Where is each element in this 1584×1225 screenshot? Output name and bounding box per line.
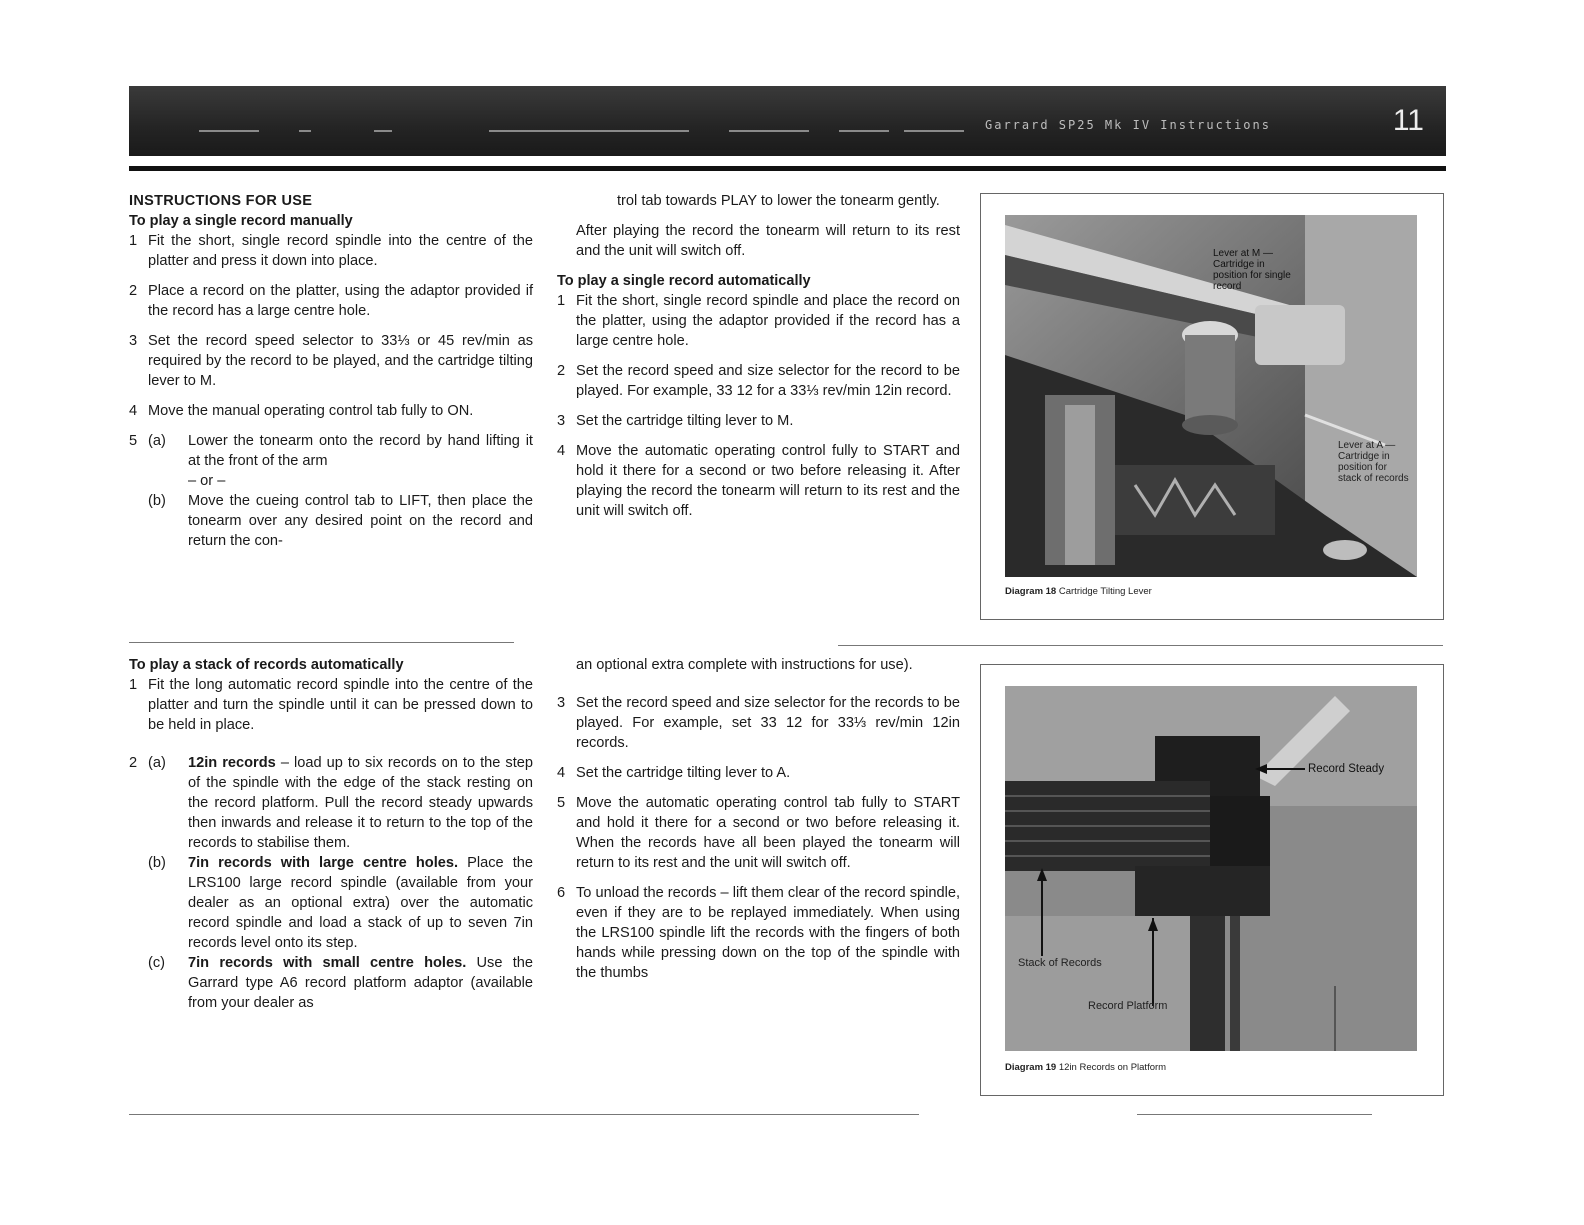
step-item: 1 Fit the short, single record spindle into the centre of the platter and press it down into place. — [129, 233, 533, 269]
callout-lever-a: Lever at A — Cartridge in position for stack of records — [1338, 440, 1409, 484]
subsection-heading: To play a single record manually — [129, 213, 353, 229]
page-number: 11 — [1392, 104, 1424, 137]
figure-caption: Diagram 18 Cartridge Tilting Lever — [1005, 586, 1152, 597]
sub-step: (a) Lower the tonearm onto the record by hand lifting it at the front of the arm — [148, 433, 533, 469]
step-item: 6 To unload the records – lift them clear of the record spindle, even if they are to be replayed immediately. When using the LRS100 spindle lift the records with the fingers of both hands while pressing down on the top of the spindle with the thumbs — [557, 885, 960, 981]
sub-step: (b) Move the cueing control tab to LIFT, then place the tonearm over any desired point on the record and return the con- — [148, 493, 533, 549]
divider — [129, 1114, 919, 1115]
column-1-top — [129, 191, 533, 551]
step-item: 1 Fit the short, single record spindle and place the record on the platter, using the adaptor provided if the record has a large centre hole. — [557, 293, 960, 349]
step-item: 2 (a) 12in records – load up to six records on to the step of the spindle with the edge of the stack resting on the record platform. Pull the record steady upwards then inwards and release it to return to the top of the records to stabilise them. (b) 7in records with large centre holes. Place the LRS100 large record spindle (available from your dealer as an optional extra) over the automatic record spindle and load a stack of up to seven 7in records level onto its step. (c) 7in records with small centre holes. Use the Garrard type A6 record platform adaptor (available from your dealer as — [129, 755, 533, 1011]
or-separator: – or – — [188, 473, 226, 489]
step-item: 3 Set the cartridge tilting lever to M. — [557, 413, 794, 429]
section-heading: INSTRUCTIONS FOR USE — [129, 193, 313, 209]
header-dash — [489, 130, 689, 132]
header-dash — [904, 130, 964, 132]
step-item: 2 Set the record speed and size selector for the record to be played. For example, 33 12 for a 33⅓ rev/min 12in record. — [557, 363, 960, 399]
header-dash — [374, 130, 392, 132]
subsection-heading: To play a single record automatically — [557, 273, 811, 289]
header-dash — [729, 130, 809, 132]
running-title: Garrard SP25 Mk IV Instructions — [985, 118, 1271, 132]
column-1-bottom — [129, 655, 533, 1013]
continuation-text: an optional extra complete with instructions for use). — [576, 657, 913, 673]
sub-step: (b) 7in records with large centre holes. Place the LRS100 large record spindle (available from your dealer as an optional extra) over the automatic record spindle and load a stack of up to seven 7in records level onto its step. — [148, 855, 533, 951]
step-item: 4 Set the cartridge tilting lever to A. — [557, 765, 791, 781]
column-2-top — [557, 191, 960, 521]
sub-step: (a) 12in records – load up to six records on to the step of the spindle with the edge of the stack resting on the record platform. Pull the record steady upwards then inwards and release it to return to the top of the records to stabilise them. — [148, 755, 533, 851]
photo-records-platform — [1005, 686, 1417, 1051]
step-item: 5 (a) Lower the tonearm onto the record by hand lifting it at the front of the arm – or – (b) Move the cueing control tab to LIFT, then place the tonearm over any desired point on the record and return the con- — [129, 433, 533, 549]
step-item: 3 Set the record speed and size selector for the records to be played. For example, set 33 12 for 33⅓ rev/min 12in records. — [557, 695, 960, 751]
step-item: 4 Move the manual operating control tab fully to ON. — [129, 403, 474, 419]
step-item: 1 Fit the long automatic record spindle into the centre of the platter and turn the spindle until it can be pressed down to be held in place. — [129, 677, 533, 733]
step-item: 2 Place a record on the platter, using the adaptor provided if the record has a large centre hole. — [129, 283, 533, 319]
header-rule — [129, 166, 1446, 171]
header-dash — [299, 130, 311, 132]
sub-step: (c) 7in records with small centre holes. Use the Garrard type A6 record platform adaptor (available from your dealer as — [148, 955, 533, 1011]
callout-stack-of-records: Stack of Records — [1018, 957, 1102, 969]
subsection-heading: To play a stack of records automatically — [129, 657, 404, 673]
divider — [129, 642, 514, 643]
callout-lever-m: Lever at M — Cartridge in position for single record — [1213, 248, 1291, 292]
header-dash — [199, 130, 259, 132]
step-item: 3 Set the record speed selector to 33⅓ or 45 rev/min as required by the record to be played, and the cartridge tilting lever to M. — [129, 333, 533, 389]
divider — [1137, 1114, 1372, 1115]
header-dash — [839, 130, 889, 132]
figure-caption: Diagram 19 12in Records on Platform — [1005, 1062, 1167, 1073]
step-item: 4 Move the automatic operating control fully to START and hold it there for a second or two before releasing it. After playing the record the tonearm will return to its rest and the unit will switch off. — [557, 443, 960, 519]
paragraph: After playing the record the tonearm will return to its rest and the unit will switch off. — [576, 223, 960, 259]
divider — [838, 645, 1443, 646]
column-2-bottom — [557, 655, 960, 983]
step-item: 5 Move the automatic operating control tab fully to START and hold it there for a second or two before releasing it. When the records have all been played the tonearm will return to its rest and the unit will switch off. — [557, 795, 960, 871]
callout-record-steady: Record Steady — [1308, 763, 1385, 775]
continuation-text: trol tab towards PLAY to lower the tonearm gently. — [617, 193, 940, 209]
photo-cartridge-lever — [1005, 215, 1417, 577]
callout-record-platform: Record Platform — [1088, 1000, 1168, 1012]
